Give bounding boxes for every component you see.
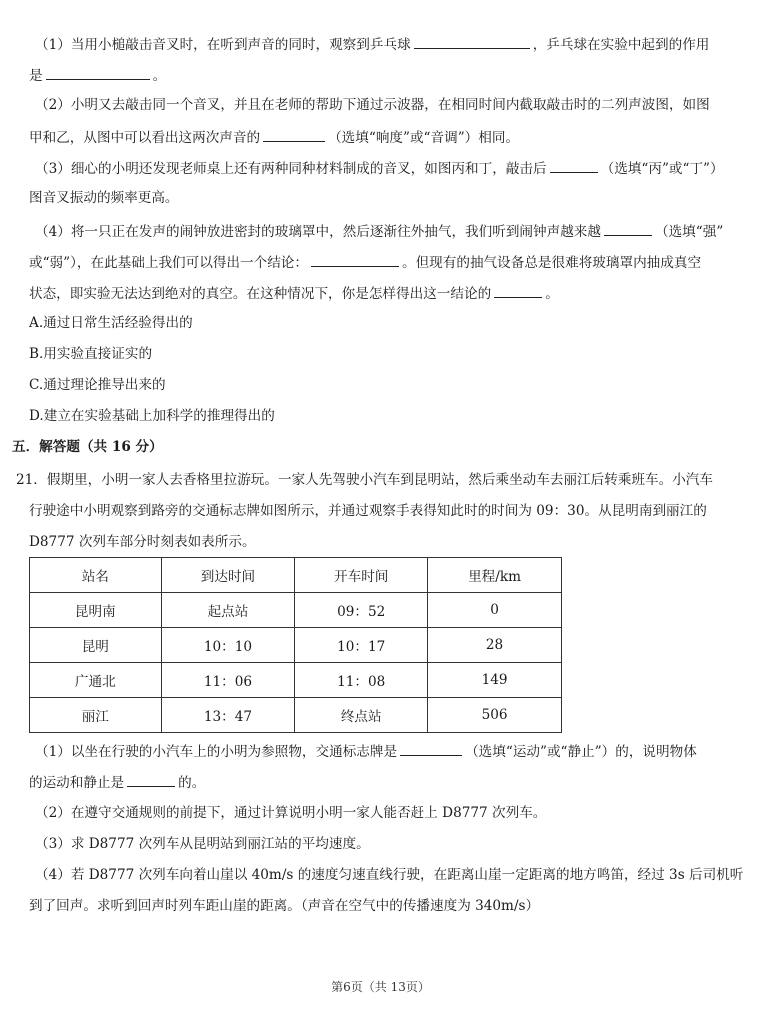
table-cell: 149 bbox=[428, 663, 562, 698]
text: 。但现有的抽气设备总是很难将玻璃罩内抽成真空 bbox=[401, 255, 702, 271]
table-header-cell: 里程/km bbox=[428, 558, 562, 593]
table-row bbox=[30, 593, 562, 628]
q-part1-line1 bbox=[35, 34, 747, 54]
q-part3-line1 bbox=[35, 158, 747, 178]
text: （1）当用小槌敲击音叉时，在听到声音的同时，观察到乒乓球 bbox=[35, 37, 411, 53]
q21-line1: 21．假期里，小明一家人去香格里拉游玩。一家人先驾驶小汽车到昆明站，然后乘坐动车去丽江后转乘班车。小汽车 bbox=[16, 472, 713, 488]
q-part3-line2 bbox=[29, 189, 741, 207]
q21-part1-line1 bbox=[35, 741, 747, 761]
text: （1）以坐在行驶的小汽车上的小明为参照物，交通标志牌是 bbox=[35, 744, 398, 760]
section-title: 五．解答题（共 16 分） bbox=[12, 439, 163, 455]
answer-blank bbox=[414, 34, 530, 49]
answer-blank bbox=[604, 221, 652, 236]
text: 。 bbox=[152, 68, 167, 84]
table-header-cell: 开车时间 bbox=[295, 558, 428, 593]
table-cell: 10：17 bbox=[295, 628, 428, 663]
text: （选填“强” bbox=[655, 224, 724, 240]
answer-blank bbox=[311, 252, 399, 267]
q-part2-line1 bbox=[35, 96, 747, 114]
answer-blank bbox=[400, 741, 462, 756]
table-cell: 09：52 bbox=[295, 593, 428, 628]
q21-part1-line2 bbox=[29, 772, 741, 792]
table-cell: 11：06 bbox=[161, 663, 295, 698]
table-cell: 终点站 bbox=[295, 698, 428, 733]
answer-blank bbox=[127, 772, 175, 787]
q21-part3: （3）求 D8777 次列车从昆明站到丽江站的平均速度。 bbox=[35, 836, 370, 852]
table-cell: 广通北 bbox=[30, 663, 162, 698]
page-footer: 第6页（共 13页） bbox=[331, 980, 430, 994]
table-row bbox=[30, 628, 562, 663]
text: 状态，即实验无法达到绝对的真空。在这种情况下，你是怎样得出这一结论的 bbox=[29, 286, 492, 302]
table-cell: 506 bbox=[428, 698, 562, 733]
q21-part4-line1: （4）若 D8777 次列车向着山崖以 40m/s 的速度匀速直线行驶，在距离山崖一定距离的地方鸣笛，经过 3s 后司机听 bbox=[35, 867, 744, 883]
q-part4-line1 bbox=[35, 221, 747, 241]
table-cell: 起点站 bbox=[161, 593, 295, 628]
text: 的运动和静止是 bbox=[29, 775, 125, 791]
table-cell: 昆明南 bbox=[30, 593, 162, 628]
table-cell: 28 bbox=[428, 628, 562, 663]
text: ，乒乓球在实验中起到的作用 bbox=[532, 37, 710, 53]
table-header-row bbox=[30, 558, 562, 593]
table-cell: 11：08 bbox=[295, 663, 428, 698]
table-cell: 13：47 bbox=[161, 698, 295, 733]
answer-blank bbox=[46, 65, 150, 80]
q21-part2: （2）在遵守交通规则的前提下，通过计算说明小明一家人能否赶上 D8777 次列车。 bbox=[35, 805, 547, 821]
table-row bbox=[30, 663, 562, 698]
q-part1-line2 bbox=[29, 65, 741, 85]
text: （2）小明又去敲击同一个音叉，并且在老师的帮助下通过示波器，在相同时间内截取敲击时的二列声波图，如图 bbox=[35, 97, 710, 113]
q21-line2: 行驶途中小明观察到路旁的交通标志牌如图所示，并通过观察手表得知此时的时间为 09：30。从昆明南到丽江的 bbox=[29, 503, 707, 519]
text: 是 bbox=[29, 68, 43, 84]
text: （3）细心的小明还发现老师桌上还有两种同种材料制成的音叉，如图丙和丁，敲击后 bbox=[35, 161, 547, 177]
table-cell: 昆明 bbox=[30, 628, 162, 663]
table-cell: 10：10 bbox=[161, 628, 295, 663]
text: （4）将一只正在发声的闹钟放进密封的玻璃罩中，然后逐渐往外抽气，我们听到闹钟声越来越 bbox=[35, 224, 601, 240]
table-cell: 丽江 bbox=[30, 698, 162, 733]
option-a: A.通过日常生活经验得出的 bbox=[29, 315, 193, 331]
q-part2-line2 bbox=[29, 127, 741, 147]
answer-blank bbox=[263, 127, 325, 142]
option-b: B.用实验直接证实的 bbox=[29, 346, 153, 362]
table-header-cell: 到达时间 bbox=[161, 558, 295, 593]
text: 的。 bbox=[178, 775, 206, 791]
q-part4-line2 bbox=[29, 252, 741, 272]
q-part4-line3 bbox=[29, 283, 741, 303]
text: 或“弱”），在此基础上我们可以得出一个结论： bbox=[29, 255, 308, 271]
text: 甲和乙，从图中可以看出这两次声音的 bbox=[29, 130, 261, 146]
option-d: D.建立在实验基础上加科学的推理得出的 bbox=[29, 408, 275, 424]
answer-blank bbox=[550, 158, 598, 173]
q21-line3: D8777 次列车部分时刻表如表所示。 bbox=[29, 534, 256, 550]
text: 。 bbox=[545, 286, 559, 302]
q21-part4-line2: 到了回声。求听到回声时列车距山崖的距离。（声音在空气中的传播速度为 340m/s） bbox=[29, 898, 540, 914]
table-cell: 0 bbox=[428, 593, 562, 628]
answer-blank bbox=[494, 283, 542, 298]
text: （选填“响度”或“音调”）相同。 bbox=[328, 130, 520, 146]
text: （选填“运动”或“静止”）的，说明物体 bbox=[465, 744, 697, 760]
table-row bbox=[30, 698, 562, 733]
option-c: C.通过理论推导出来的 bbox=[29, 377, 166, 393]
text: （选填“丙”或“丁”） bbox=[600, 161, 724, 177]
text: 图音叉振动的频率更高。 bbox=[29, 190, 179, 206]
table-header-cell: 站名 bbox=[30, 558, 162, 593]
timetable bbox=[29, 557, 562, 733]
